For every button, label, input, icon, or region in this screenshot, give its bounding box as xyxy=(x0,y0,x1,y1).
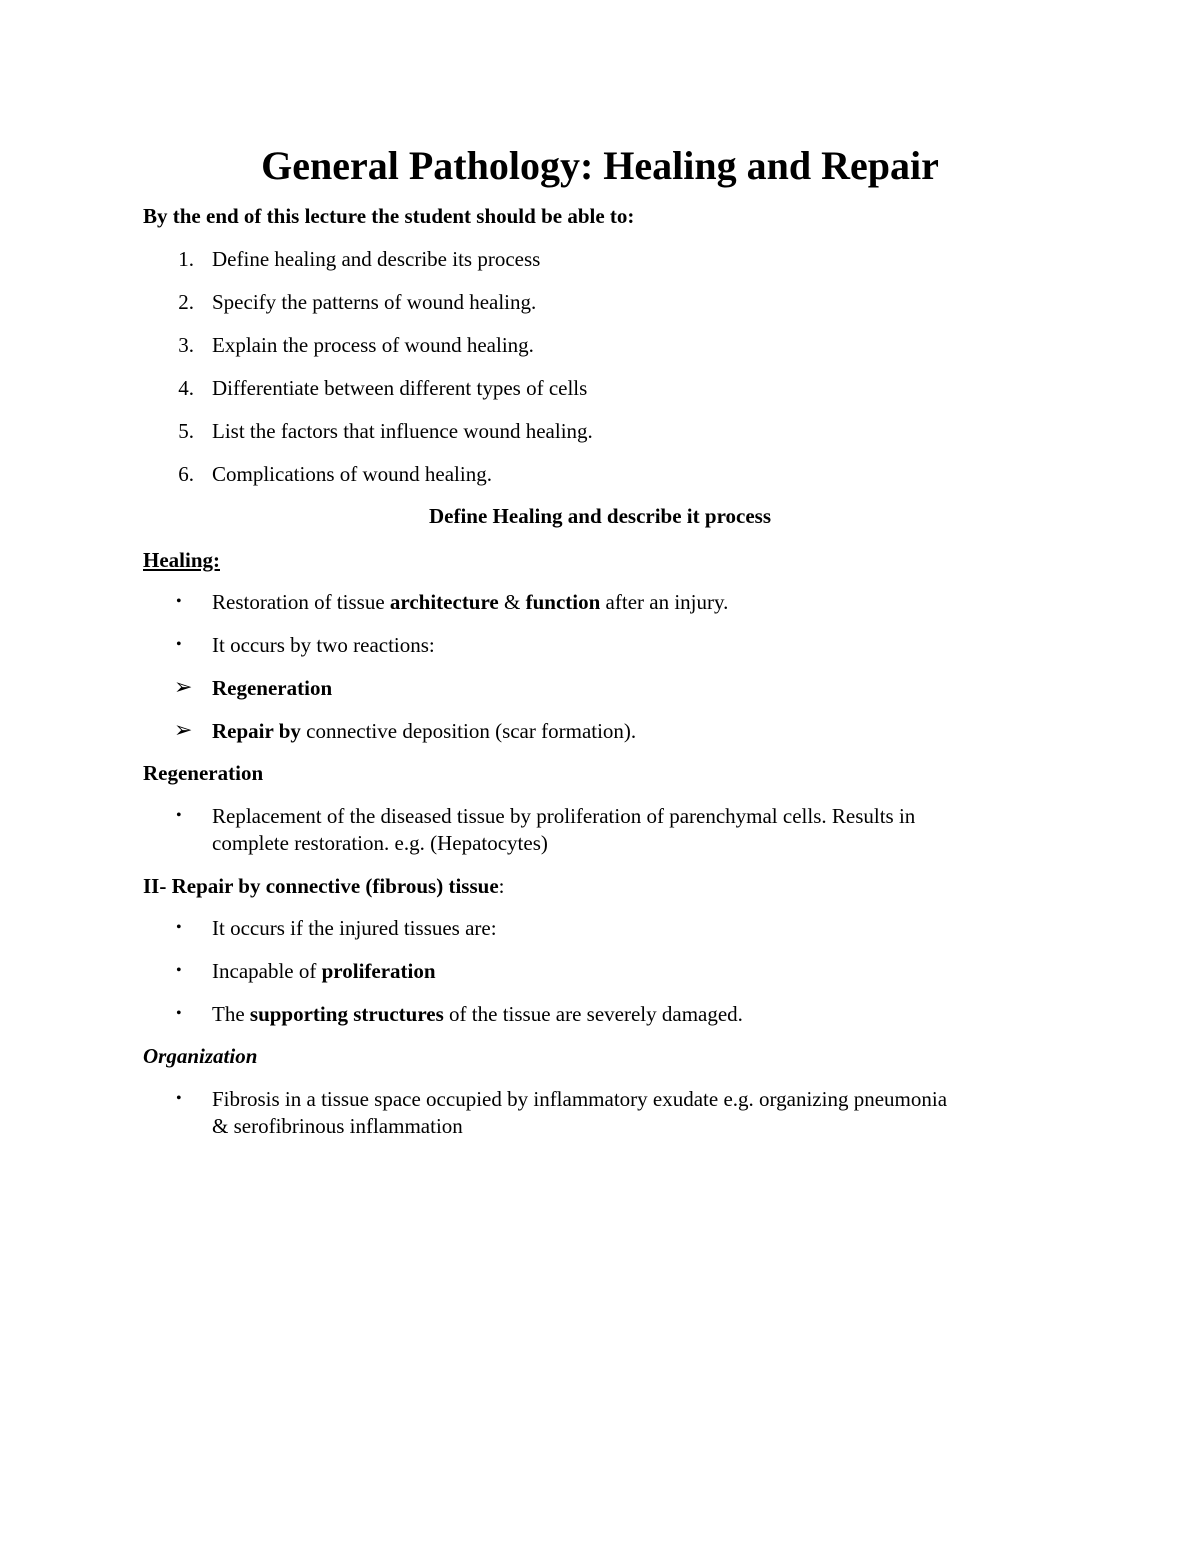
text-run: after an injury. xyxy=(600,590,729,614)
organization-line-1: Fibrosis in a tissue space occupied by inflammatory exudate e.g. organizing pneumonia xyxy=(212,1087,948,1111)
healing-bullet-reactions: It occurs by two reactions: xyxy=(212,633,435,657)
repair-bullet-supporting xyxy=(212,1001,743,1027)
list-item-number: 4. xyxy=(178,376,194,400)
section-heading: Define Healing and describe it process xyxy=(428,504,771,528)
list-item-number: 2. xyxy=(178,290,194,314)
repair-bullet-incapable xyxy=(212,958,436,984)
text-run: II- Repair by connective (fibrous) tissue xyxy=(143,874,499,898)
bullet-glyph: • xyxy=(176,636,182,653)
bullet-glyph: • xyxy=(176,1090,182,1107)
bullet-glyph: • xyxy=(176,962,182,979)
bullet-glyph: • xyxy=(176,1005,182,1022)
text-run: & xyxy=(498,590,526,614)
reaction-repair xyxy=(212,718,636,744)
bold-term-architecture: architecture xyxy=(389,590,499,614)
bold-term-supporting-structures: supporting structures xyxy=(249,1002,444,1026)
list-item: Differentiate between different types of cells xyxy=(212,376,588,400)
bullet-glyph: • xyxy=(176,919,182,936)
list-item: List the factors that influence wound healing. xyxy=(212,419,593,443)
page-title: General Pathology: Healing and Repair xyxy=(261,143,939,188)
healing-bullet-restoration xyxy=(212,589,728,615)
list-item-number: 1. xyxy=(178,247,194,271)
bold-term-function: function xyxy=(525,590,601,614)
objectives-intro: By the end of this lecture the student should be able to: xyxy=(143,204,635,228)
repair-heading xyxy=(143,873,504,899)
list-item: Define healing and describe its process xyxy=(212,247,541,271)
organization-heading: Organization xyxy=(143,1044,258,1068)
regeneration-line-1: Replacement of the diseased tissue by proliferation of parenchymal cells. Results in xyxy=(212,804,916,828)
text-run: of the tissue are severely damaged. xyxy=(443,1002,743,1026)
list-item: Complications of wound healing. xyxy=(212,462,492,486)
text-run: Restoration of tissue xyxy=(212,590,390,614)
regeneration-line-2: complete restoration. e.g. (Hepatocytes) xyxy=(212,831,548,855)
reaction-regeneration: Regeneration xyxy=(212,676,333,700)
text-run: Incapable of xyxy=(212,959,322,983)
list-item-number: 5. xyxy=(178,419,194,443)
list-item-number: 6. xyxy=(178,462,194,486)
arrow-bullet-icon: ➢ xyxy=(174,718,193,743)
arrow-bullet-icon: ➢ xyxy=(174,675,193,700)
list-item: Specify the patterns of wound healing. xyxy=(212,290,537,314)
repair-bullet-occurs: It occurs if the injured tissues are: xyxy=(212,916,497,940)
healing-heading: Healing: xyxy=(143,548,220,572)
text-run: The xyxy=(212,1002,250,1026)
bullet-glyph: • xyxy=(176,593,182,610)
list-item-number: 3. xyxy=(178,333,194,357)
regeneration-heading: Regeneration xyxy=(143,761,264,785)
bold-term-proliferation: proliferation xyxy=(321,959,436,983)
list-item: Explain the process of wound healing. xyxy=(212,333,534,357)
text-run: connective deposition (scar formation). xyxy=(300,719,637,743)
bullet-glyph: • xyxy=(176,807,182,824)
bold-term-repair-by: Repair by xyxy=(212,719,301,743)
organization-line-2: & serofibrinous inflammation xyxy=(212,1114,463,1138)
text-run: : xyxy=(498,874,505,898)
